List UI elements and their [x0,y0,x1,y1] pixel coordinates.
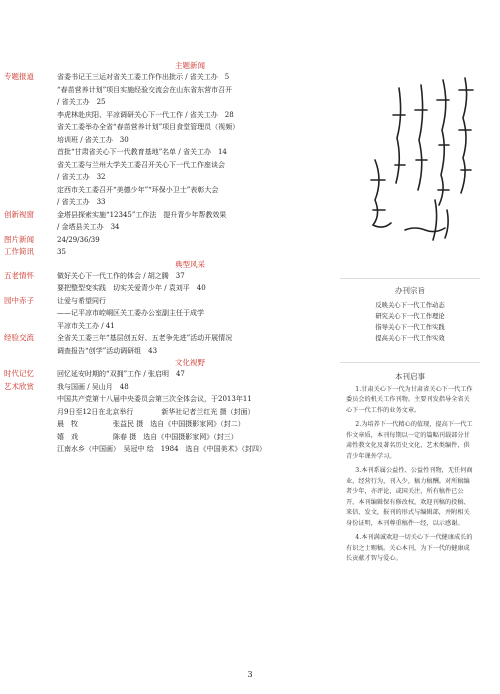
toc-row [0,221,325,234]
toc-row [0,431,325,444]
notice-paragraph: 3.本刊系属公益性、公益性刊物，无任何商业，经营行为，刊入少，稿力稿酬。对所稿编者少年，亦评论，或国关注，所有稿件已公开，本刊编辑保有修改权，欢迎刊稿的投稿、来信、发文，报刊的形式与编辑部，并附相关身份证明，本刊尊重稿件一经，以示感谢。 [346,467,473,527]
toc-row [0,443,325,456]
purpose-item: 提高关心下一代工作实效 [375,335,445,342]
toc-entry: 省关工委举办全省“春苗营养计划”项目食堂管理员（视频） [57,123,240,131]
toc-row [0,159,325,172]
purpose-item: 指导关心下一代工作实践 [375,324,445,331]
column-label: 艺术欣赏 [4,381,34,391]
purpose-title: 办刊宗旨 [395,286,425,295]
toc-entry: / 省关工办 33 [57,198,106,206]
notice-paragraph: 2.为培养下一代精心的值现，提高下一代工作文章质，本刊每期以一定的篇幅刊载部分甘肃性教文化及著名历史文化，艺术类编件，供青少年课外学习。 [346,421,473,460]
toc-entry: 要把整型变实践 切实关爱青少年 / 袁刘平 40 [57,284,206,292]
column-label: 创新视窗 [4,209,34,219]
column-label: 图片新闻 [4,234,34,244]
notice-box [346,372,474,569]
toc-entry: 全省关工委三年“基层创五好、五老争先进”活动开展情况 [57,334,233,342]
table-of-contents [0,60,325,456]
toc-row [0,418,325,431]
toc-entry: “春苗营养计划”项目实施经验交流会在山东省东营市召开 [57,85,233,94]
toc-row [0,381,325,394]
purpose-item: 反映关心下一代工作动态 [375,302,445,309]
calligraphy-inscription [335,70,485,270]
column-label: 经验交流 [4,333,34,342]
section-heading: 主题新闻 [175,61,205,70]
toc-entry: 24/29/36/39 [57,235,100,244]
toc-row [0,121,325,134]
toc-row [0,234,325,247]
toc-entry: 金塔县探索实施“12345”工作法 提升青少年帮教效果 [57,210,227,219]
toc-row [0,368,325,381]
divider-line [340,362,480,363]
toc-row [0,109,325,122]
purpose-box [346,285,474,344]
toc-entry: / 省关工办 25 [57,98,106,106]
toc-entry: 晨 牧 张益民 摄 选自《中国摄影家网》（封二） [57,420,245,428]
page-number: 3 [247,670,253,679]
toc-entry: 35 [57,248,66,256]
toc-entry: / 省关工办 32 [57,173,106,181]
notice-paragraph: 4.本刊满诚欢迎一切关心下一代健康成长的有识之士赐稿。关心本刊，为下一代的健康成长贡献才智与爱心。 [346,534,473,562]
notice-paragraph: 1.甘肃关心下一代为甘肃省关心下一代工作委员会的机关工作刊物。主要刊发指导全省关心下一代工作的业务文章。 [346,385,473,414]
toc-row [0,134,325,147]
column-label: 五老情怀 [4,270,34,280]
toc-entry: 做好关心下一代工作的体会 / 胡之腾 37 [57,271,185,280]
column-label: 工作简讯 [4,247,34,256]
toc-row [0,146,325,159]
toc-entry: ——记平凉市崆峒区关工委办公室副主任于成学 [57,309,204,317]
toc-entry: 李虎林赴庆阳、平凉调研关心下一代工作 / 省关工办 28 [57,110,234,119]
column-label: 时代记忆 [4,369,34,378]
toc-row [0,332,325,345]
toc-row [0,295,325,308]
toc-row [0,307,325,320]
toc-row [0,406,325,419]
toc-row [0,320,325,333]
toc-row [0,171,325,184]
toc-entry: / 金塔县关工办 34 [57,223,120,231]
toc-entry: 江南水乡（中国画） 吴冠中 绘 1984 选自《中国美术》（封四） [57,445,267,453]
toc-row [0,345,325,358]
notice-title: 本刊启事 [395,372,425,381]
toc-entry: 嬉 戏 陈春 摄 选自《中国摄影家网》（封三） [57,432,238,441]
toc-entry: 让爱与希望同行 [57,296,106,305]
column-label: 专题报道 [4,72,34,81]
toc-row [0,246,325,259]
toc-row [0,209,325,222]
toc-entry: 培训班 / 省关工办 30 [57,135,129,144]
toc-row [0,96,325,109]
purpose-item: 研究关心下一代工作理论 [375,313,445,320]
toc-entry: 调查报告“创学”活动调研组 43 [57,346,158,355]
toc-entry: 省委书记王三运对省关工委工作作出批示 / 省关工办 5 [57,73,230,81]
toc-entry: 省关工委与兰州大学关工委召开关心下一代工作座谈会 [57,160,225,169]
toc-entry: 回忆延安时期的“双拥”工作 / 张启明 47 [57,370,185,378]
toc-row [0,270,325,283]
calligraphy-image [335,70,485,270]
toc-entry: 我与国画 / 吴山月 48 [57,382,129,391]
toc-row [0,84,325,97]
toc-row [0,184,325,197]
toc-entry: 月9日至12日在北京举行 新华社记者兰红光 摄（封面） [57,407,255,416]
column-label: 园中赤子 [4,295,34,305]
toc-entry: 平凉市关工办 / 41 [57,321,115,330]
toc-row [0,393,325,406]
toc-row [0,196,325,209]
toc-row [0,282,325,295]
divider-line [340,278,480,279]
toc-entry: 中国共产党第十八届中央委员会第三次全体会议，于2013年11 [57,395,252,403]
toc-entry: 定西市关工委召开“美德少年”“环保小卫士”表彰大会 [57,185,219,194]
section-heading: 典型风采 [175,259,205,269]
toc-entry: 首批“甘肃省关心下一代教育基地”名单 / 省关工办 14 [57,148,227,156]
section-heading: 文化视野 [175,358,205,367]
toc-row [0,71,325,84]
